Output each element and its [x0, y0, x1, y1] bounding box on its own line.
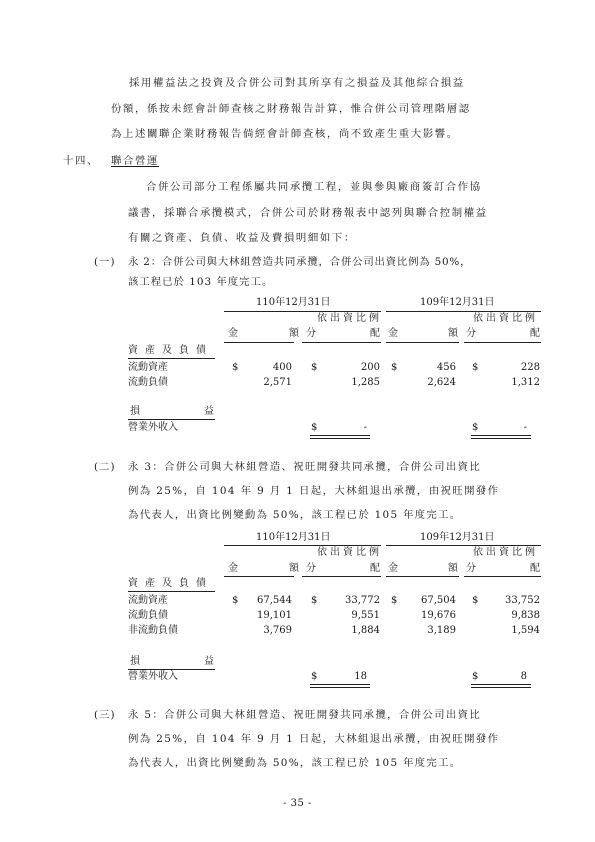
- table-1-pl-value-2020: -: [523, 422, 527, 433]
- table-1-pl-row-name: 營業外收入: [128, 422, 178, 433]
- table-2-pl-total-rule-2021: [310, 684, 370, 688]
- table-1-ratio-b-2020: 配: [530, 328, 540, 339]
- table-1-amount-a-2020: 金: [388, 328, 398, 339]
- table-2-row-2-name: 流動負債: [128, 610, 168, 621]
- table-1-row-1-cur-2: $: [311, 362, 318, 373]
- table-2-row-1-value-3: 67,504: [421, 595, 456, 606]
- item-3-label: (三): [94, 709, 116, 721]
- table-2-row-2-value-1: 19,101: [257, 610, 292, 621]
- table-1-row-1-cur-4: $: [472, 362, 479, 373]
- table-1-ratio-a-2020: 分: [466, 328, 476, 339]
- table-2-row-1-value-2: 33,772: [345, 595, 380, 606]
- table-2-pl-total-rule-2020: [471, 684, 531, 688]
- table-1-row-1-value-1: 400: [272, 362, 292, 373]
- table-2-pl-value-2020: 8: [520, 671, 527, 682]
- table-1-ratio-header-2021: 依出資比例: [317, 313, 382, 324]
- table-2-row-2-value-4: 9,838: [511, 610, 540, 621]
- table-2-row-3-name: 非流動負債: [128, 625, 178, 636]
- table-2-row-2-value-2: 9,551: [351, 610, 380, 621]
- page-number: - 35 -: [283, 798, 312, 809]
- table-2-category: 資產及負債: [128, 578, 213, 589]
- table-2-amount-a-2021: 金: [228, 563, 238, 574]
- table-1-row-2-value-1: 2,571: [263, 377, 292, 388]
- intro-line-1: 採用權益法之投資及合併公司對其所享有之損益及其他綜合損益: [129, 77, 465, 89]
- intro-line-2: 份額，係按未經會計師查核之財務報告計算，惟合併公司管理階層認: [111, 103, 471, 115]
- table-2-row-1-cur-1: $: [232, 595, 239, 606]
- table-2-col-rule-4: [464, 576, 541, 577]
- table-1-row-1-cur-1: $: [232, 362, 239, 373]
- table-1-pl-value-2021: -: [363, 422, 367, 433]
- item-2-line-1: 永 3：合併公司與大林組營造、祝旺開發共同承攬，合併公司出資比: [128, 461, 482, 473]
- table-1-row-2-value-2: 1,285: [351, 377, 380, 388]
- table-2-row-3-value-3: 3,189: [427, 625, 456, 636]
- section-para-line-3: 有關之資產、負債、收益及費損明細如下：: [128, 232, 356, 244]
- table-2-pl-cur-2020: $: [472, 671, 479, 682]
- table-2-row-1-cur-3: $: [391, 595, 398, 606]
- table-2-pl-row-name: 營業外收入: [128, 671, 178, 682]
- table-2-pl-a: 損: [130, 656, 140, 667]
- item-1-line-2: 該工程已於 103 年度完工。: [128, 276, 274, 288]
- table-1-row-1-value-4: 228: [520, 362, 540, 373]
- section-para-line-2: 議書，採聯合承攬模式，合併公司於財務報表中認列與聯合控制權益: [128, 207, 488, 219]
- table-1-pl-total-rule-2020: [471, 435, 531, 439]
- item-2-line-3: 為代表人，出資比例變動為 50%，該工程已於 105 年度完工。: [128, 509, 462, 521]
- table-2-pl-value-2021: 18: [354, 671, 367, 682]
- table-1-col-rule-4: [464, 342, 541, 343]
- table-2-row-2-value-3: 19,676: [421, 610, 456, 621]
- table-2-period-2020: 109年12月31日: [420, 532, 495, 543]
- table-1-ratio-a-2021: 分: [306, 328, 316, 339]
- table-2-row-1-value-4: 33,752: [505, 595, 540, 606]
- table-2-row-3-value-4: 1,594: [511, 625, 540, 636]
- table-1-ratio-header-2020: 依出資比例: [473, 313, 538, 324]
- table-2-row-3-value-1: 3,769: [263, 625, 292, 636]
- table-2-row-1-cur-2: $: [311, 595, 318, 606]
- table-2-ratio-header-2021: 依出資比例: [317, 547, 382, 558]
- table-1-row-1-name: 流動資產: [128, 362, 168, 373]
- table-2-col-rule-2: [302, 576, 381, 577]
- table-1-col-rule-3: [386, 342, 459, 343]
- table-2-col-rule-1: [224, 576, 294, 577]
- table-1-row-1-value-2: 200: [360, 362, 380, 373]
- table-1-period-2021: 110年12月31日: [256, 297, 331, 308]
- table-1-col-rule-2: [302, 342, 381, 343]
- table-1-row-1-value-3: 456: [436, 362, 456, 373]
- table-1-col-rule-1: [224, 342, 294, 343]
- section-para-line-1: 合併公司部分工程係屬共同承攬工程，並與參與廠商簽訂合作協: [146, 181, 482, 193]
- table-2-period-2021: 110年12月31日: [256, 532, 331, 543]
- table-2-pl-b: 益: [204, 656, 214, 667]
- table-1-row-2-value-3: 2,624: [427, 377, 456, 388]
- item-1-label: (一): [94, 256, 116, 268]
- table-2-ratio-b-2021: 配: [370, 563, 380, 574]
- intro-line-3: 為上述關聯企業財務報告倘經會計師查核，尚不致產生重大影響。: [111, 128, 459, 140]
- table-1-row-1-cur-3: $: [391, 362, 398, 373]
- item-3-line-3: 為代表人，出資比例變動為 50%，該工程已於 105 年度完工。: [128, 757, 462, 769]
- table-1-amount-a-2021: 金: [228, 328, 238, 339]
- item-3-line-1: 永 5：合併公司與大林組營造、祝旺開發共同承攬，合併公司出資比: [128, 709, 482, 721]
- table-1-period-2020: 109年12月31日: [420, 297, 495, 308]
- table-1-pl-b: 益: [204, 406, 214, 417]
- item-2-label: (二): [94, 461, 116, 473]
- table-2-ratio-a-2021: 分: [306, 563, 316, 574]
- table-1-amount-b-2021: 額: [289, 328, 299, 339]
- table-2-row-3-value-2: 1,884: [351, 625, 380, 636]
- table-1-pl-rule: [128, 419, 215, 420]
- table-2-ratio-b-2020: 配: [530, 563, 540, 574]
- table-2-row-1-name: 流動資產: [128, 595, 168, 606]
- table-2-category-rule: [128, 591, 215, 592]
- table-1-pl-a: 損: [130, 406, 140, 417]
- item-3-line-2: 例為 25%，自 104 年 9 月 1 日起，大林組退出承攬，由祝旺開發作: [128, 733, 500, 745]
- item-1-line-1: 永 2：合併公司與大林組營造共同承攬，合併公司出資比例為 50%，: [128, 256, 472, 268]
- table-2-ratio-a-2020: 分: [466, 563, 476, 574]
- table-2-col-rule-3: [386, 576, 459, 577]
- table-1-pl-total-rule-2021: [310, 435, 370, 439]
- table-1-pl-cur-2021: $: [311, 422, 318, 433]
- table-1-row-2-name: 流動負債: [128, 377, 168, 388]
- table-1-row-2-value-4: 1,312: [511, 377, 540, 388]
- item-2-line-2: 例為 25%，自 104 年 9 月 1 日起，大林組退出承攬，由祝旺開發作: [128, 485, 500, 497]
- table-2-row-1-value-1: 67,544: [257, 595, 292, 606]
- table-2-row-1-cur-4: $: [472, 595, 479, 606]
- table-2-amount-a-2020: 金: [388, 563, 398, 574]
- table-2-amount-b-2021: 額: [289, 563, 299, 574]
- table-1-category-rule: [128, 358, 215, 359]
- table-2-pl-cur-2021: $: [311, 671, 318, 682]
- table-1-pl-cur-2020: $: [472, 422, 479, 433]
- table-1-ratio-b-2021: 配: [370, 328, 380, 339]
- table-1-amount-b-2020: 額: [448, 328, 458, 339]
- table-2-ratio-header-2020: 依出資比例: [473, 547, 538, 558]
- table-2-amount-b-2020: 額: [448, 563, 458, 574]
- section-number: 十四、: [63, 155, 99, 167]
- table-1-category: 資產及負債: [128, 345, 213, 356]
- section-title: 聯合營運: [111, 155, 159, 167]
